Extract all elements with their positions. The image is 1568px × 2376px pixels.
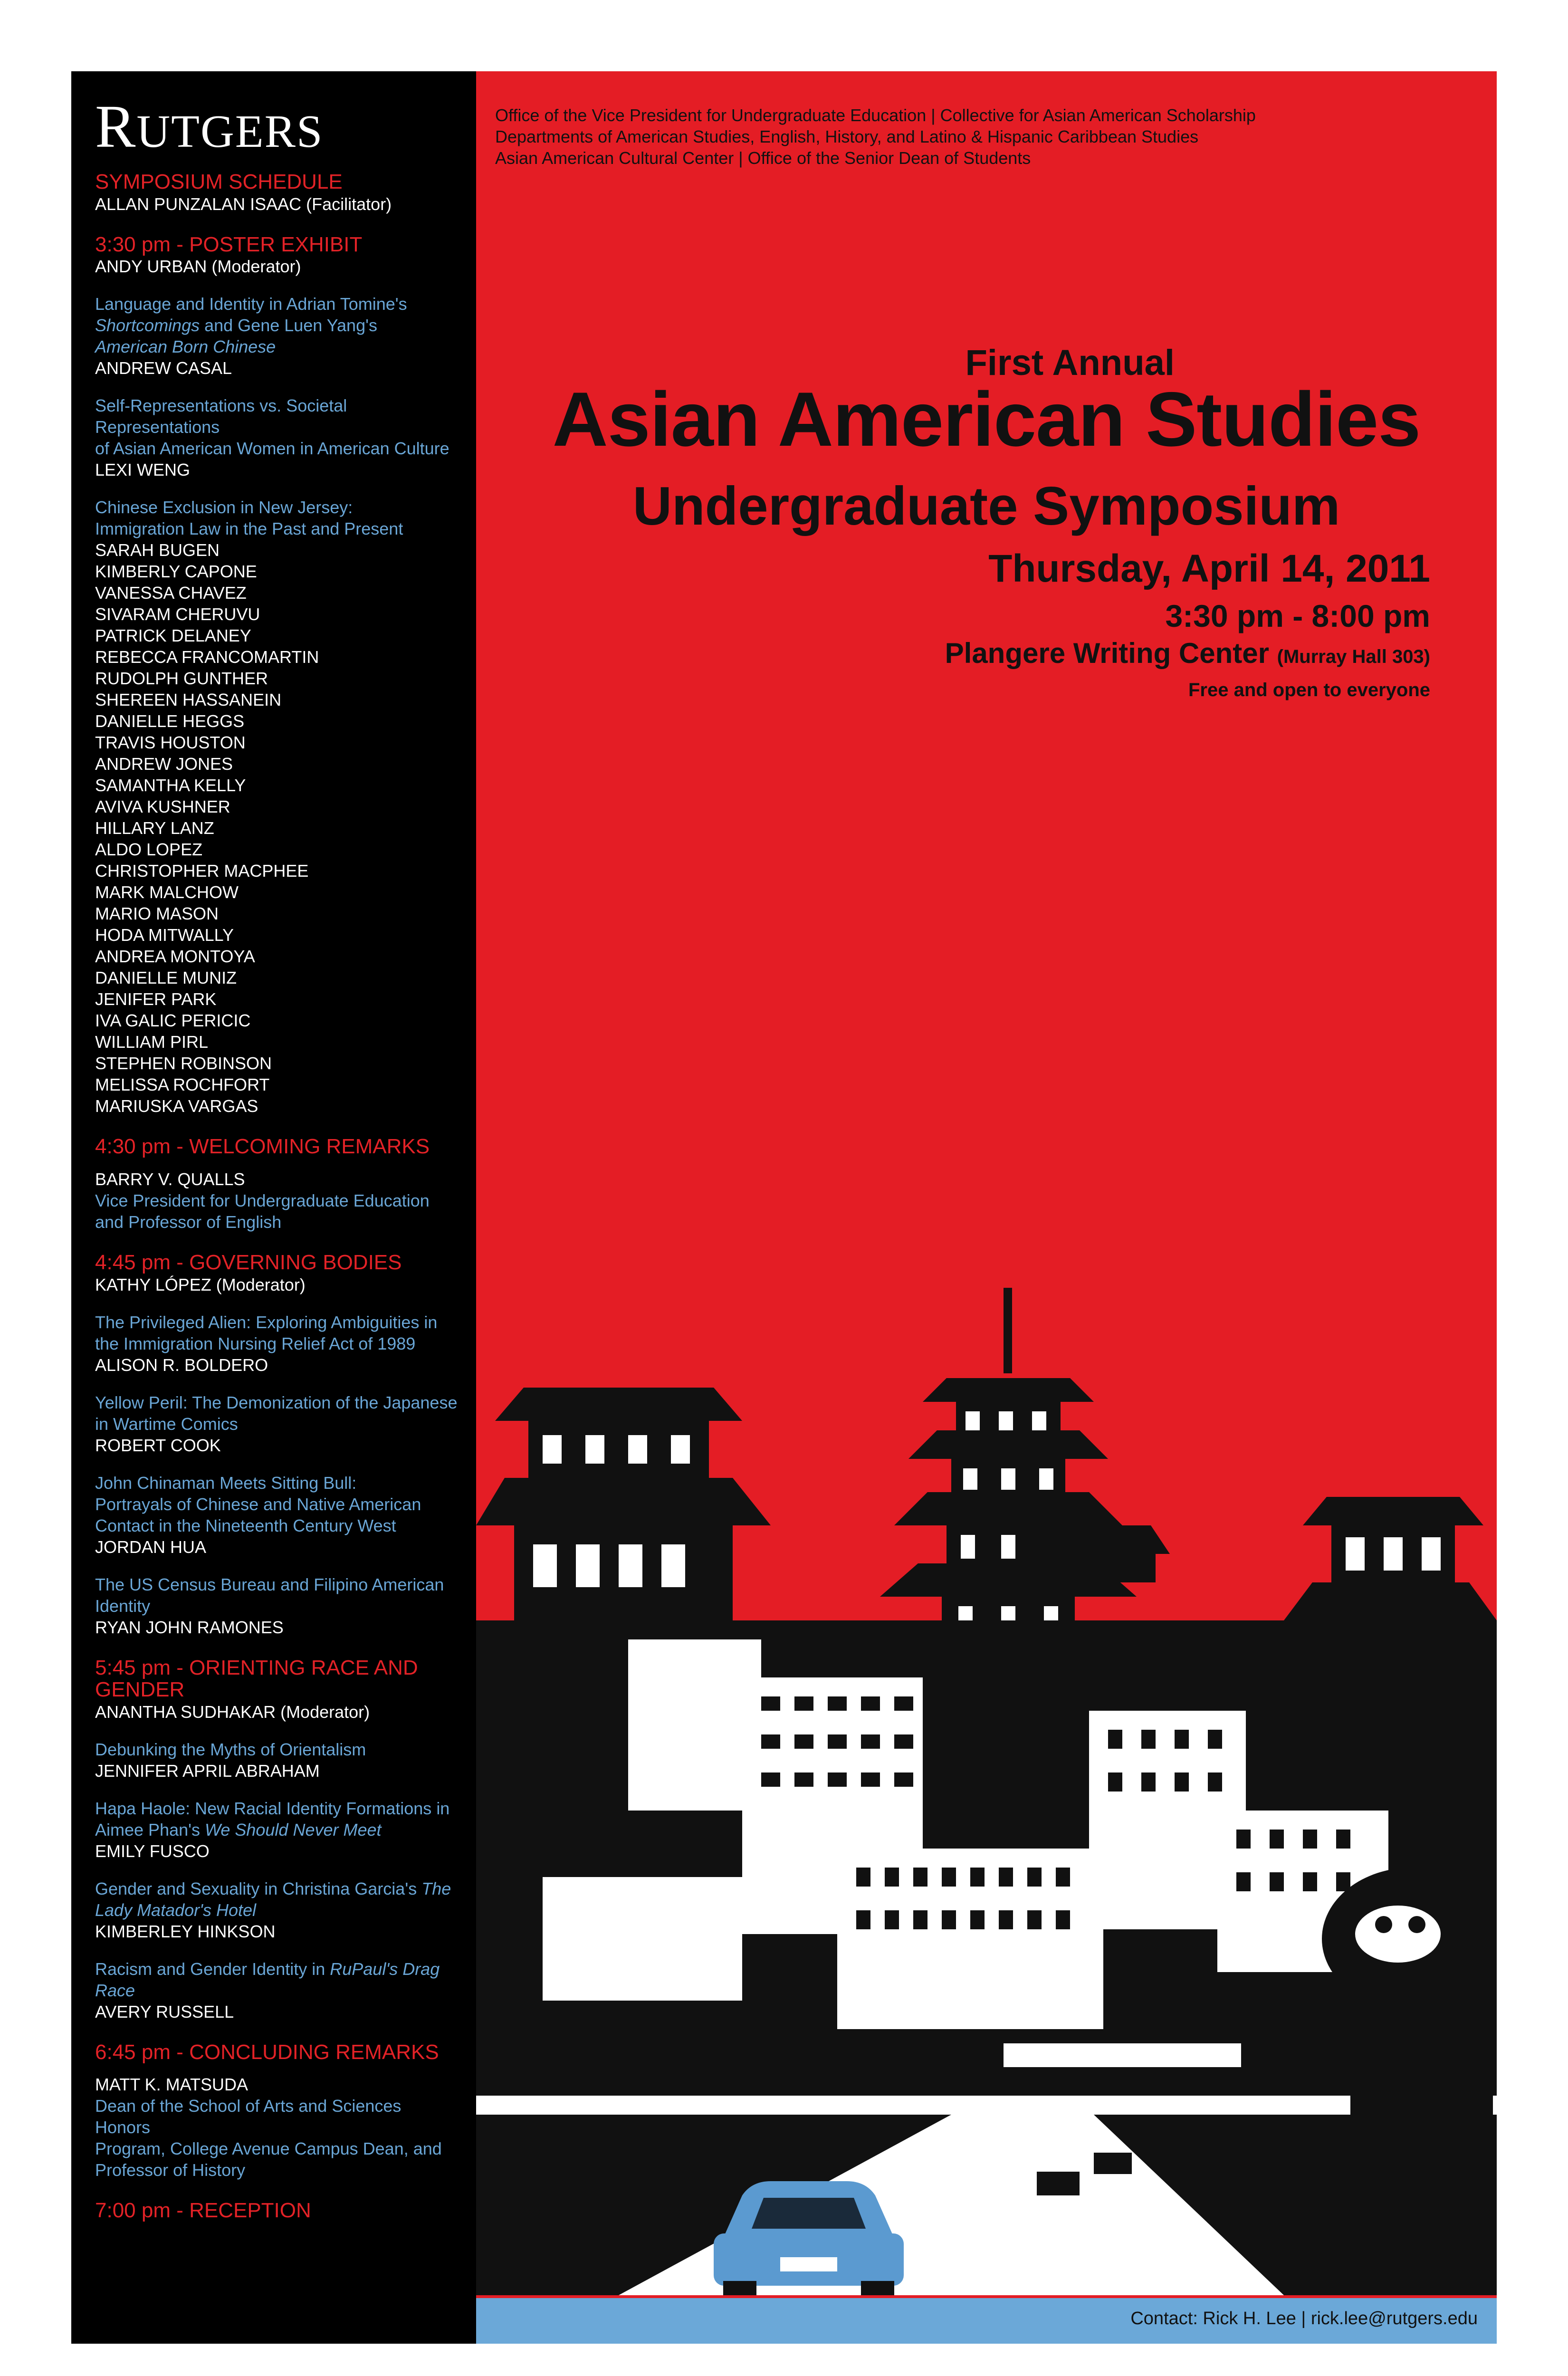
presentation-title: Debunking the Myths of Orientalism <box>95 1739 366 1759</box>
presentation-item <box>95 1312 459 1376</box>
presenter: REBECCA FRANCOMARTIN <box>95 647 319 667</box>
session-heading-orienting-race-and-gender <box>95 1657 459 1701</box>
presenter: SARAH BUGEN <box>95 540 220 560</box>
car-icon <box>714 2181 904 2295</box>
presenter: SHEREEN HASSANEIN <box>95 690 282 710</box>
schedule-sidebar <box>71 71 476 2344</box>
presentation-title: Yellow Peril: The Demonization of the Japanese <box>95 1392 458 1412</box>
event-admission: Free and open to everyone <box>1188 680 1430 700</box>
presenter: ROBERT COOK <box>95 1435 221 1455</box>
session-heading-poster-exhibit: 3:30 pm - POSTER EXHIBIT <box>95 232 363 256</box>
event-subtitle: Undergraduate Symposium <box>632 476 1340 537</box>
session-heading-governing-bodies: 4:45 pm - GOVERNING BODIES <box>95 1250 402 1274</box>
presentation-title: Immigration Law in the Past and Present <box>95 519 403 539</box>
presentation-title: of Asian American Women in American Culture <box>95 439 449 459</box>
poster-main-panel <box>476 71 1497 2344</box>
presentation-title: Lady Matador's Hotel <box>95 1900 257 1920</box>
moderator: ANDY URBAN (Moderator) <box>95 257 301 277</box>
event-time: 3:30 pm - 8:00 pm <box>1165 598 1430 633</box>
sponsors-block <box>495 105 1483 169</box>
moderator: ANANTHA SUDHAKAR (Moderator) <box>95 1702 370 1722</box>
presentation-title: in Wartime Comics <box>95 1414 238 1434</box>
presentation-item <box>95 1878 459 1942</box>
presentation-title: Shortcomings and Gene Luen Yang's <box>95 316 377 335</box>
contact-footer <box>476 2298 1497 2344</box>
presenter: HILLARY LANZ <box>95 818 214 838</box>
presentation-item <box>95 1574 459 1638</box>
presentation-title: Race <box>95 1980 135 2000</box>
presenter: HODA MITWALLY <box>95 925 234 945</box>
speaker: MATT K. MATSUDA <box>95 2075 249 2095</box>
speaker-role: Professor of History <box>95 2160 246 2180</box>
presenter: AVIVA KUSHNER <box>95 797 230 817</box>
event-venue <box>670 637 1430 670</box>
presenter: ANDREW CASAL <box>95 358 232 378</box>
presentation-title: John Chinaman Meets Sitting Bull: <box>95 1473 357 1493</box>
presenter: CHRISTOPHER MACPHEE <box>95 861 309 881</box>
presenter: MARK MALCHOW <box>95 882 239 902</box>
sponsors-line: Office of the Vice President for Undergraduate Education | Collective for Asian American Scholarship <box>495 105 1256 125</box>
presentation-title: Language and Identity in Adrian Tomine's <box>95 294 407 314</box>
rutgers-logo: RUTGERS <box>95 93 324 160</box>
sponsors-line: Asian American Cultural Center | Office of the Senior Dean of Students <box>495 148 1031 168</box>
venue-name: Plangere Writing Center <box>945 637 1269 669</box>
presenter: MARIUSKA VARGAS <box>95 1096 258 1116</box>
presentation-title: the Immigration Nursing Relief Act of 1989 <box>95 1333 416 1353</box>
facilitator: ALLAN PUNZALAN ISAAC (Facilitator) <box>95 194 392 214</box>
speaker-role: Dean of the School of Arts and Sciences Honors <box>95 2096 402 2137</box>
speaker-item <box>95 1169 459 1233</box>
presenter: EMILY FUSCO <box>95 1841 210 1861</box>
presentation-title: Self-Representations vs. Societal Representations <box>95 396 347 437</box>
presentation-title: Identity <box>95 1596 151 1616</box>
presenter: ALISON R. BOLDERO <box>95 1355 268 1375</box>
presenter: JORDAN HUA <box>95 1537 207 1557</box>
presenter: WILLIAM PIRL <box>95 1032 209 1052</box>
temple-icon <box>476 1388 771 1635</box>
session-heading-welcoming-remarks: 4:30 pm - WELCOMING REMARKS <box>95 1135 430 1159</box>
presenter: VANESSA CHAVEZ <box>95 583 247 603</box>
presentation-item <box>95 1472 459 1558</box>
presenter: ALDO LOPEZ <box>95 840 203 860</box>
presentation-title: Gender and Sexuality in Christina Garcia's The <box>95 1878 451 1898</box>
presenter: LEXI WENG <box>95 460 191 480</box>
presenter: IVA GALIC PERICIC <box>95 1011 251 1031</box>
presentation-title: Racism and Gender Identity in RuPaul's Drag <box>95 1959 440 1979</box>
contact-info: Contact: Rick H. Lee | rick.lee@rutgers.edu <box>1130 2309 1478 2328</box>
presenter: JENIFER PARK <box>95 989 217 1009</box>
event-title: Asian American Studies <box>552 376 1421 462</box>
presenter: JENNIFER APRIL ABRAHAM <box>95 1761 320 1781</box>
presentation-item <box>95 497 459 1117</box>
presenter: TRAVIS HOUSTON <box>95 733 246 753</box>
presentation-title: Aimee Phan's We Should Never Meet <box>95 1820 382 1839</box>
presentation-title: The US Census Bureau and Filipino American <box>95 1574 444 1594</box>
speaker-role: Program, College Avenue Campus Dean, and <box>95 2139 442 2159</box>
presenter: SIVARAM CHERUVU <box>95 604 260 624</box>
presentation-title: The Privileged Alien: Exploring Ambiguities in <box>95 1312 438 1332</box>
presentation-title: Portrayals of Chinese and Native American <box>95 1494 421 1514</box>
presentation-item <box>95 1798 459 1862</box>
speaker: BARRY V. QUALLS <box>95 1169 245 1189</box>
presentation-item <box>95 395 459 480</box>
speaker-role: Vice President for Undergraduate Education <box>95 1190 430 1210</box>
presenter: RYAN JOHN RAMONES <box>95 1617 284 1637</box>
presenter: DANIELLE MUNIZ <box>95 968 237 988</box>
presentation-title: American Born Chinese <box>95 337 276 357</box>
sponsors-line: Departments of American Studies, English, History, and Latino & Hispanic Caribbean Studies <box>495 127 1199 146</box>
session-heading-line: GENDER <box>95 1678 185 1702</box>
presenter: KIMBERLEY HINKSON <box>95 1921 276 1941</box>
presentation-item <box>95 1739 459 1782</box>
presentation-item <box>95 1392 459 1456</box>
presenter: KIMBERLY CAPONE <box>95 562 257 582</box>
schedule-heading: SYMPOSIUM SCHEDULE <box>95 170 343 193</box>
session-heading-line: 5:45 pm - ORIENTING RACE AND <box>95 1656 418 1679</box>
presentation-item <box>95 293 459 379</box>
presenter: PATRICK DELANEY <box>95 626 251 646</box>
presenter: ANDREW JONES <box>95 754 233 774</box>
presenter: MARIO MASON <box>95 904 219 924</box>
presenter: RUDOLPH GUNTHER <box>95 669 268 689</box>
event-date: Thursday, April 14, 2011 <box>988 547 1430 590</box>
presentation-title: Contact in the Nineteenth Century West <box>95 1515 396 1535</box>
moderator: KATHY LÓPEZ (Moderator) <box>95 1274 306 1294</box>
speaker-item <box>95 2074 459 2181</box>
venue-room: (Murray Hall 303) <box>1277 646 1430 667</box>
presentation-item <box>95 1958 459 2022</box>
presenter-list <box>95 539 459 1117</box>
presenter: DANIELLE HEGGS <box>95 711 245 731</box>
presentation-title: Hapa Haole: New Racial Identity Formations in <box>95 1798 450 1818</box>
presenter: MELISSA ROCHFORT <box>95 1075 270 1095</box>
presentation-title: Chinese Exclusion in New Jersey: <box>95 498 353 517</box>
session-heading-reception: 7:00 pm - RECEPTION <box>95 2199 311 2223</box>
city-skyline-illustration <box>476 1259 1497 2295</box>
session-heading-concluding-remarks: 6:45 pm - CONCLUDING REMARKS <box>95 2040 439 2064</box>
speaker-role: and Professor of English <box>95 1212 282 1232</box>
presenter: ANDREA MONTOYA <box>95 947 255 967</box>
presenter: AVERY RUSSELL <box>95 2002 234 2022</box>
presenter: STEPHEN ROBINSON <box>95 1054 272 1073</box>
first-annual-label: First Annual <box>965 343 1175 383</box>
presenter: SAMANTHA KELLY <box>95 776 246 795</box>
